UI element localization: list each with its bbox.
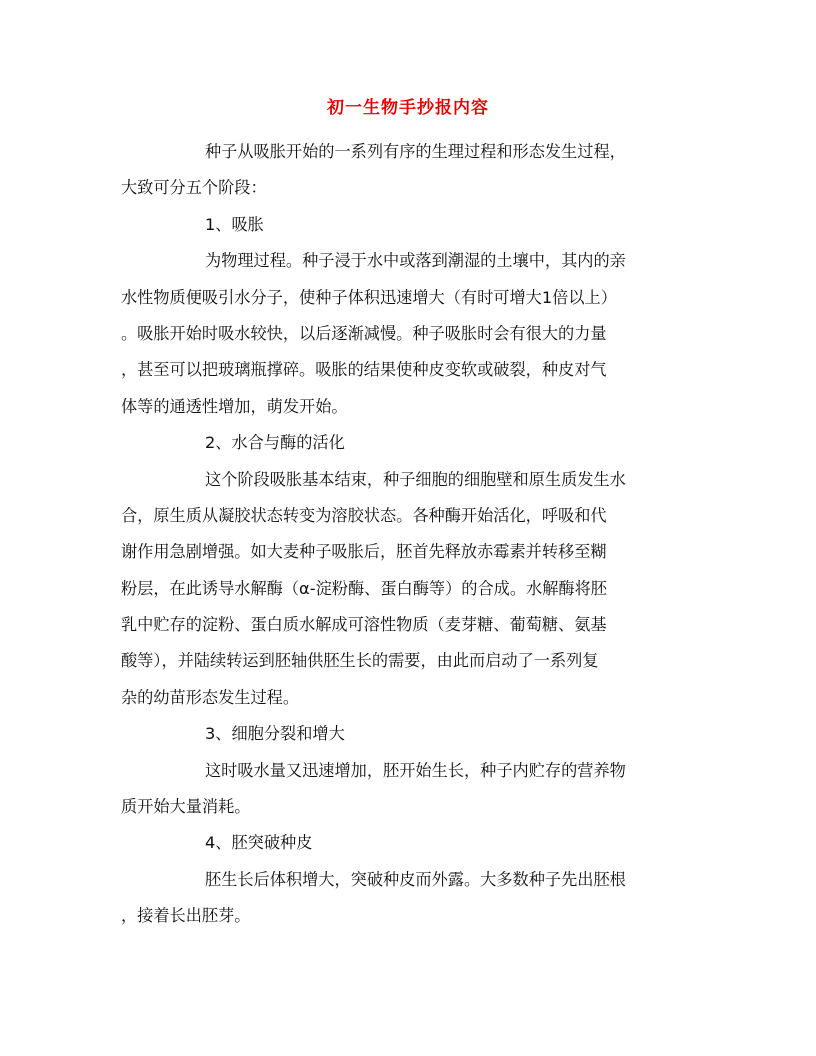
- section-heading: 3、细胞分裂和增大: [205, 724, 345, 744]
- paragraph-line: 这个阶段吸胀基本结束，种子细胞的细胞壁和原生质发生水: [205, 469, 626, 489]
- paragraph-line: 合，原生质从凝胶状态转变为溶胶状态。各种酶开始活化，呼吸和代: [121, 505, 607, 525]
- paragraph-line: 大致可分五个阶段：: [121, 178, 267, 198]
- paragraph-line: 这时吸水量又迅速增加，胚开始生长，种子内贮存的营养物: [205, 760, 626, 780]
- paragraph-line: 乳中贮存的淀粉、蛋白质水解成可溶性物质（麦芽糖、葡萄糖、氨基: [121, 615, 607, 635]
- paragraph-line: 粉层，在此诱导水解酶（α-淀粉酶、蛋白酶等）的合成。水解酶将胚: [121, 578, 607, 598]
- paragraph-line: ，接着长出胚芽。: [121, 906, 251, 926]
- paragraph-line: 杂的幼苗形态发生过程。: [121, 687, 300, 707]
- paragraph-line: ，甚至可以把玻璃瓶撑碎。吸胀的结果使种皮变软或破裂，种皮对气: [121, 360, 607, 380]
- paragraph-line: 为物理过程。种子浸于水中或落到潮湿的土壤中，其内的亲: [205, 251, 626, 271]
- document-body: [121, 134, 691, 935]
- paragraph-line: 质开始大量消耗。: [121, 797, 251, 817]
- paragraph-line: 。吸胀开始时吸水较快，以后逐渐减慢。种子吸胀时会有很大的力量: [121, 323, 607, 343]
- section-heading: 1、吸胀: [205, 214, 264, 234]
- paragraph-line: 水性物质便吸引水分子，使种子体积迅速增大（有时可增大1倍以上）: [121, 287, 617, 307]
- document-title: 初一生物手抄报内容: [327, 98, 489, 118]
- paragraph-line: 胚生长后体积增大，突破种皮而外露。大多数种子先出胚根: [205, 869, 626, 889]
- paragraph-line: 种子从吸胀开始的一系列有序的生理过程和形态发生过程，: [205, 142, 626, 161]
- section-heading: 2、水合与酶的活化: [205, 433, 345, 453]
- paragraph-line: 体等的通透性增加，萌发开始。: [121, 396, 348, 416]
- section-heading: 4、胚突破种皮: [205, 833, 313, 853]
- paragraph-line: 酸等），并陆续转运到胚轴供胚生长的需要，由此而启动了一系列复: [121, 651, 599, 671]
- paragraph-line: 谢作用急剧增强。如大麦种子吸胀后，胚首先释放赤霉素并转移至糊: [121, 542, 607, 562]
